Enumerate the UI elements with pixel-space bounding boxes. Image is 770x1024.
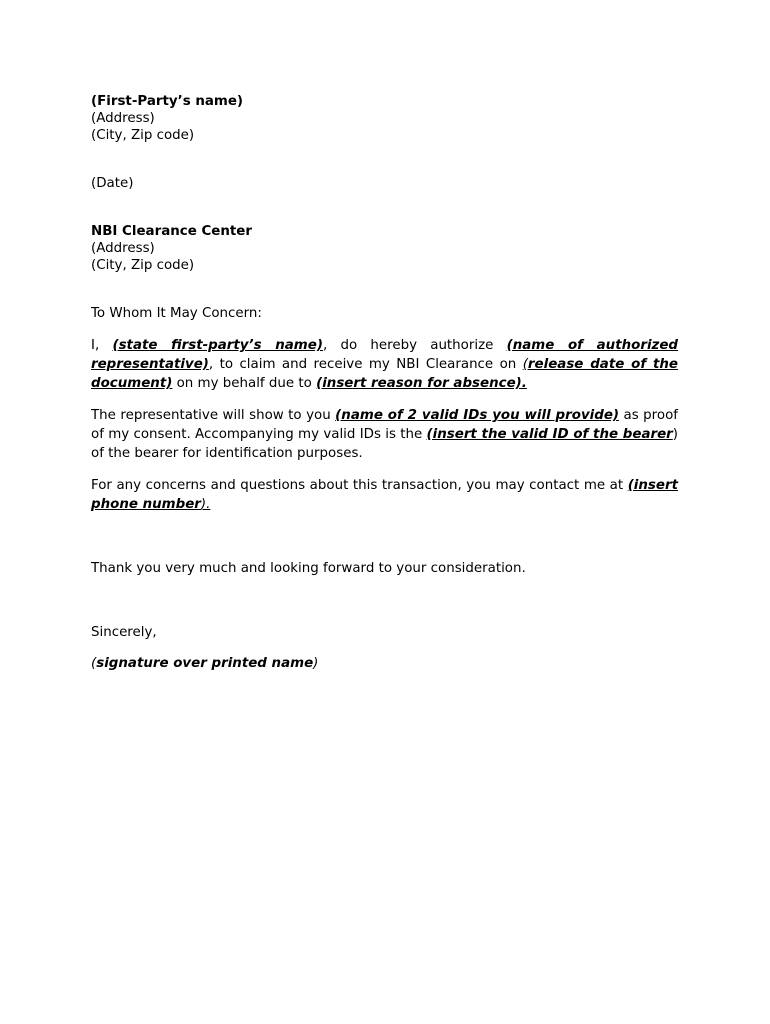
thanks-line: Thank you very much and looking forward to your consideration. [91,561,526,576]
recipient-address: (Address) [91,241,155,256]
para1-text: , to claim and receive my NBI Clearance on [208,357,523,372]
signature-close-paren: ) [313,656,319,671]
placeholder-open-paren: ( [522,357,528,372]
para1-text: , do hereby authorize [322,338,507,353]
placeholder-release-date: release date of the document) [91,357,678,391]
closing-line: Sincerely, [91,625,157,640]
sender-address: (Address) [91,111,155,126]
sender-city: (City, Zip code) [91,128,195,143]
para2-text: The representative will show to you [91,408,336,423]
contact-paragraph [91,476,678,514]
para1-text: I, [91,338,113,353]
para2-text: as proof of my consent. Accompanying my valid IDs is the [91,408,678,442]
signature-placeholder: signature over printed name [96,656,314,671]
placeholder-absence-reason: (insert reason for absence). [316,376,527,391]
para3-text: For any concerns and questions about this transaction, you may contact me at [91,478,628,493]
recipient-name: NBI Clearance Center [91,224,252,239]
signature-open-paren: ( [91,656,97,671]
placeholder-close-paren: ). [200,497,211,512]
para1-text: on my behalf due to [172,376,317,391]
ids-paragraph [91,406,678,463]
placeholder-representative-name: (name of authorized representative) [91,338,678,372]
sender-name: (First-Party’s name) [91,94,244,109]
placeholder-phone-number: (insert phone number [91,478,678,512]
recipient-city: (City, Zip code) [91,258,195,273]
placeholder-valid-ids: (name of 2 valid IDs you will provide) [335,408,620,423]
signature-line [91,655,678,672]
authorization-paragraph [91,336,678,393]
sender-block [91,93,678,144]
placeholder-first-party-name: (state first-party’s name) [112,338,323,353]
recipient-block [91,223,678,274]
salutation: To Whom It May Concern: [91,306,262,321]
placeholder-bearer-id: (insert the valid ID of the bearer [426,427,673,442]
para2-text: ) of the bearer for identification purposes. [91,427,679,461]
letter-date: (Date) [91,176,134,191]
